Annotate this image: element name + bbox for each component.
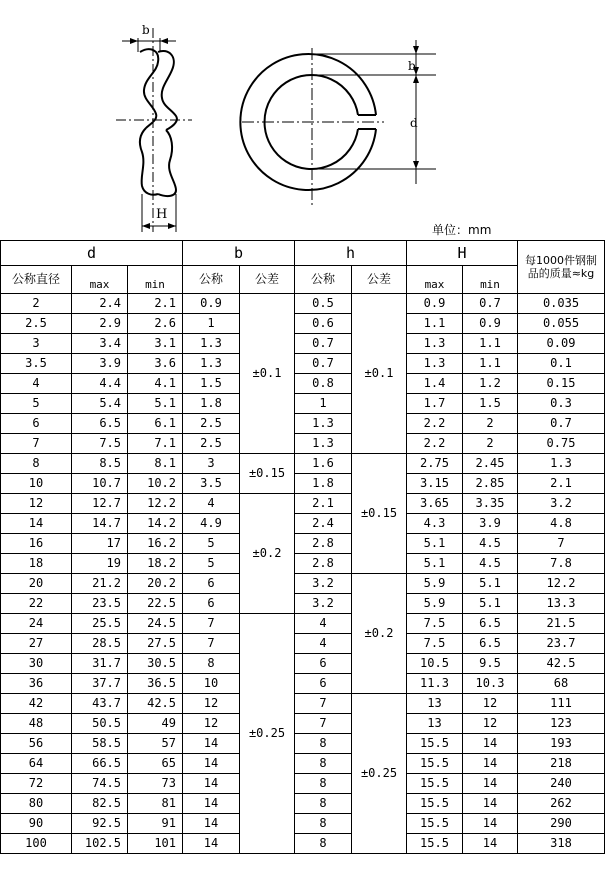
cell-d-nominal: 2 xyxy=(1,294,72,314)
washer-drawing xyxy=(0,0,608,240)
cell-H-min: 2.85 xyxy=(463,474,518,494)
table-row xyxy=(1,474,605,494)
cell-mass: 7.8 xyxy=(518,554,605,574)
cell-mass: 23.7 xyxy=(518,634,605,654)
spec-table xyxy=(0,240,605,854)
cell-d-max: 28.5 xyxy=(72,634,128,654)
cell-H-min: 14 xyxy=(463,794,518,814)
cell-mass: 0.7 xyxy=(518,414,605,434)
cell-mass: 13.3 xyxy=(518,594,605,614)
dim-d-side-label: d xyxy=(410,116,418,130)
cell-d-max: 58.5 xyxy=(72,734,128,754)
cell-H-min: 12 xyxy=(463,714,518,734)
cell-H-min: 1.2 xyxy=(463,374,518,394)
front-view xyxy=(240,40,436,208)
cell-d-nominal: 4 xyxy=(1,374,72,394)
cell-H-max: 4.3 xyxy=(407,514,463,534)
cell-d-max: 2.9 xyxy=(72,314,128,334)
cell-mass: 0.1 xyxy=(518,354,605,374)
table-row xyxy=(1,734,605,754)
cell-d-nominal: 10 xyxy=(1,474,72,494)
cell-d-nominal: 90 xyxy=(1,814,72,834)
cell-h-nominal: 0.5 xyxy=(295,294,352,314)
cell-h-nominal: 8 xyxy=(295,834,352,854)
header-mass: 每1000件钢制品的质量≈kg xyxy=(518,241,605,294)
table-row xyxy=(1,654,605,674)
cell-H-max: 1.4 xyxy=(407,374,463,394)
cell-mass: 0.055 xyxy=(518,314,605,334)
cell-d-max: 17 xyxy=(72,534,128,554)
cell-H-max: 2.2 xyxy=(407,434,463,454)
cell-H-min: 14 xyxy=(463,834,518,854)
table-row xyxy=(1,794,605,814)
cell-d-min: 101 xyxy=(128,834,183,854)
cell-d-max: 25.5 xyxy=(72,614,128,634)
cell-d-nominal: 16 xyxy=(1,534,72,554)
cell-h-nominal: 8 xyxy=(295,734,352,754)
cell-d-nominal: 8 xyxy=(1,454,72,474)
cell-d-min: 7.1 xyxy=(128,434,183,454)
cell-h-nominal: 1.8 xyxy=(295,474,352,494)
cell-H-max: 10.5 xyxy=(407,654,463,674)
table-row xyxy=(1,494,605,514)
cell-d-max: 31.7 xyxy=(72,654,128,674)
cell-H-min: 10.3 xyxy=(463,674,518,694)
header-d-max: max xyxy=(72,266,128,294)
table-row xyxy=(1,554,605,574)
cell-H-min: 14 xyxy=(463,774,518,794)
header-H-max: max xyxy=(407,266,463,294)
cell-b-nominal: 14 xyxy=(183,794,240,814)
cell-H-min: 1.1 xyxy=(463,354,518,374)
cell-H-max: 15.5 xyxy=(407,734,463,754)
table-row xyxy=(1,454,605,474)
cell-h-nominal: 8 xyxy=(295,814,352,834)
cell-d-min: 14.2 xyxy=(128,514,183,534)
cell-d-min: 6.1 xyxy=(128,414,183,434)
cell-b-nominal: 12 xyxy=(183,694,240,714)
cell-d-max: 4.4 xyxy=(72,374,128,394)
cell-d-nominal: 18 xyxy=(1,554,72,574)
header-h-nominal: 公称 xyxy=(295,266,352,294)
cell-b-nominal: 5 xyxy=(183,534,240,554)
cell-mass: 3.2 xyxy=(518,494,605,514)
table-row xyxy=(1,414,605,434)
table-row xyxy=(1,334,605,354)
table-row xyxy=(1,534,605,554)
cell-d-nominal: 42 xyxy=(1,694,72,714)
cell-mass: 0.15 xyxy=(518,374,605,394)
cell-h-tolerance: ±0.1 xyxy=(352,294,407,454)
cell-d-nominal: 6 xyxy=(1,414,72,434)
cell-b-nominal: 14 xyxy=(183,734,240,754)
cell-H-max: 1.7 xyxy=(407,394,463,414)
dim-b-arrow-top xyxy=(413,46,419,54)
cell-d-max: 14.7 xyxy=(72,514,128,534)
cell-b-nominal: 4.9 xyxy=(183,514,240,534)
cell-H-min: 6.5 xyxy=(463,634,518,654)
cell-d-min: 27.5 xyxy=(128,634,183,654)
cell-H-min: 9.5 xyxy=(463,654,518,674)
dim-b-arrow-left xyxy=(130,38,138,44)
cell-b-nominal: 5 xyxy=(183,554,240,574)
cell-mass: 0.035 xyxy=(518,294,605,314)
cell-h-nominal: 0.8 xyxy=(295,374,352,394)
cell-H-min: 6.5 xyxy=(463,614,518,634)
cell-H-min: 2 xyxy=(463,434,518,454)
dim-H-arrow-left xyxy=(142,223,150,229)
cell-H-min: 1.1 xyxy=(463,334,518,354)
cell-H-max: 5.9 xyxy=(407,594,463,614)
cell-H-max: 7.5 xyxy=(407,634,463,654)
cell-h-tolerance: ±0.15 xyxy=(352,454,407,574)
dim-H-arrow-right xyxy=(168,223,176,229)
cell-H-max: 0.9 xyxy=(407,294,463,314)
header-d: d xyxy=(1,241,183,266)
side-view-outline-lower-right xyxy=(158,130,176,196)
cell-h-nominal: 0.7 xyxy=(295,354,352,374)
cell-b-nominal: 14 xyxy=(183,774,240,794)
table-row xyxy=(1,714,605,734)
cell-mass: 111 xyxy=(518,694,605,714)
cell-d-max: 43.7 xyxy=(72,694,128,714)
cell-d-max: 7.5 xyxy=(72,434,128,454)
cell-d-max: 19 xyxy=(72,554,128,574)
cell-d-nominal: 100 xyxy=(1,834,72,854)
cell-d-max: 50.5 xyxy=(72,714,128,734)
cell-h-nominal: 0.7 xyxy=(295,334,352,354)
cell-d-min: 30.5 xyxy=(128,654,183,674)
cell-d-min: 42.5 xyxy=(128,694,183,714)
header-row-groups xyxy=(1,241,605,266)
cell-mass: 12.2 xyxy=(518,574,605,594)
cell-d-min: 49 xyxy=(128,714,183,734)
cell-d-max: 6.5 xyxy=(72,414,128,434)
cell-H-max: 15.5 xyxy=(407,814,463,834)
cell-mass: 4.8 xyxy=(518,514,605,534)
cell-d-max: 66.5 xyxy=(72,754,128,774)
table-row xyxy=(1,294,605,314)
cell-H-max: 5.9 xyxy=(407,574,463,594)
header-d-min: min xyxy=(128,266,183,294)
cell-b-nominal: 3 xyxy=(183,454,240,474)
cell-mass: 0.09 xyxy=(518,334,605,354)
cell-b-tolerance: ±0.15 xyxy=(240,454,295,494)
cell-h-nominal: 1 xyxy=(295,394,352,414)
header-h: h xyxy=(295,241,407,266)
cell-d-nominal: 20 xyxy=(1,574,72,594)
cell-h-nominal: 4 xyxy=(295,634,352,654)
cell-H-max: 1.3 xyxy=(407,354,463,374)
cell-d-nominal: 80 xyxy=(1,794,72,814)
cell-h-nominal: 7 xyxy=(295,714,352,734)
cell-h-nominal: 0.6 xyxy=(295,314,352,334)
dim-b-arrow-right xyxy=(160,38,168,44)
unit-label: 单位：mm xyxy=(432,223,492,237)
cell-h-tolerance: ±0.2 xyxy=(352,574,407,694)
cell-H-max: 15.5 xyxy=(407,834,463,854)
cell-d-min: 24.5 xyxy=(128,614,183,634)
cell-b-nominal: 3.5 xyxy=(183,474,240,494)
cell-H-max: 5.1 xyxy=(407,554,463,574)
table-row xyxy=(1,814,605,834)
cell-d-min: 18.2 xyxy=(128,554,183,574)
cell-mass: 1.3 xyxy=(518,454,605,474)
dim-b-arrow-bottom xyxy=(413,75,419,83)
cell-d-max: 3.9 xyxy=(72,354,128,374)
cell-H-min: 5.1 xyxy=(463,594,518,614)
cell-b-tolerance: ±0.25 xyxy=(240,614,295,854)
cell-H-max: 5.1 xyxy=(407,534,463,554)
cell-H-max: 11.3 xyxy=(407,674,463,694)
cell-d-max: 102.5 xyxy=(72,834,128,854)
cell-h-nominal: 3.2 xyxy=(295,574,352,594)
cell-h-nominal: 8 xyxy=(295,794,352,814)
cell-d-min: 3.6 xyxy=(128,354,183,374)
cell-H-min: 14 xyxy=(463,814,518,834)
cell-d-max: 8.5 xyxy=(72,454,128,474)
dim-H-label: H xyxy=(156,207,168,222)
table-row xyxy=(1,614,605,634)
cell-d-max: 74.5 xyxy=(72,774,128,794)
cell-b-nominal: 2.5 xyxy=(183,414,240,434)
cell-mass: 2.1 xyxy=(518,474,605,494)
cell-h-tolerance: ±0.25 xyxy=(352,694,407,854)
cell-d-min: 20.2 xyxy=(128,574,183,594)
cell-b-nominal: 0.9 xyxy=(183,294,240,314)
cell-d-min: 65 xyxy=(128,754,183,774)
cell-b-nominal: 7 xyxy=(183,634,240,654)
cell-h-nominal: 7 xyxy=(295,694,352,714)
cell-d-nominal: 2.5 xyxy=(1,314,72,334)
cell-d-min: 73 xyxy=(128,774,183,794)
cell-b-nominal: 14 xyxy=(183,834,240,854)
cell-mass: 240 xyxy=(518,774,605,794)
cell-H-max: 1.1 xyxy=(407,314,463,334)
cell-d-max: 3.4 xyxy=(72,334,128,354)
table-row xyxy=(1,634,605,654)
cell-d-max: 10.7 xyxy=(72,474,128,494)
table-row xyxy=(1,514,605,534)
cell-H-max: 3.15 xyxy=(407,474,463,494)
dim-b-top-label: b xyxy=(142,23,150,37)
cell-d-min: 3.1 xyxy=(128,334,183,354)
cell-h-nominal: 8 xyxy=(295,754,352,774)
cell-h-nominal: 2.1 xyxy=(295,494,352,514)
cell-d-max: 2.4 xyxy=(72,294,128,314)
cell-d-max: 23.5 xyxy=(72,594,128,614)
cell-H-min: 14 xyxy=(463,734,518,754)
cell-d-min: 2.1 xyxy=(128,294,183,314)
cell-h-nominal: 2.8 xyxy=(295,534,352,554)
cell-H-max: 2.75 xyxy=(407,454,463,474)
header-h-tolerance: 公差 xyxy=(352,266,407,294)
cell-mass: 290 xyxy=(518,814,605,834)
cell-d-min: 4.1 xyxy=(128,374,183,394)
table-row xyxy=(1,314,605,334)
cell-b-nominal: 1 xyxy=(183,314,240,334)
header-row-sub xyxy=(1,266,605,294)
cell-b-tolerance: ±0.2 xyxy=(240,494,295,614)
cell-d-min: 12.2 xyxy=(128,494,183,514)
cell-mass: 218 xyxy=(518,754,605,774)
cell-b-nominal: 1.3 xyxy=(183,354,240,374)
cell-mass: 68 xyxy=(518,674,605,694)
cell-d-min: 10.2 xyxy=(128,474,183,494)
cell-h-nominal: 1.3 xyxy=(295,414,352,434)
cell-b-nominal: 10 xyxy=(183,674,240,694)
cell-d-max: 82.5 xyxy=(72,794,128,814)
cell-b-nominal: 2.5 xyxy=(183,434,240,454)
header-H-min: min xyxy=(463,266,518,294)
cell-d-min: 5.1 xyxy=(128,394,183,414)
cell-d-nominal: 3 xyxy=(1,334,72,354)
cell-b-nominal: 6 xyxy=(183,594,240,614)
cell-d-nominal: 56 xyxy=(1,734,72,754)
header-b-nominal: 公称 xyxy=(183,266,240,294)
cell-d-nominal: 12 xyxy=(1,494,72,514)
cell-b-nominal: 14 xyxy=(183,754,240,774)
cell-h-nominal: 6 xyxy=(295,654,352,674)
cell-d-min: 2.6 xyxy=(128,314,183,334)
cell-mass: 123 xyxy=(518,714,605,734)
cell-mass: 7 xyxy=(518,534,605,554)
cell-H-max: 7.5 xyxy=(407,614,463,634)
table-row xyxy=(1,754,605,774)
cell-h-nominal: 3.2 xyxy=(295,594,352,614)
cell-d-min: 36.5 xyxy=(128,674,183,694)
header-b-tolerance: 公差 xyxy=(240,266,295,294)
cell-d-nominal: 22 xyxy=(1,594,72,614)
cell-b-nominal: 8 xyxy=(183,654,240,674)
dim-b-side-label: b xyxy=(408,59,416,73)
cell-H-max: 15.5 xyxy=(407,794,463,814)
cell-d-min: 8.1 xyxy=(128,454,183,474)
cell-d-nominal: 48 xyxy=(1,714,72,734)
cell-H-max: 2.2 xyxy=(407,414,463,434)
cell-d-max: 92.5 xyxy=(72,814,128,834)
table-row xyxy=(1,574,605,594)
cell-b-nominal: 1.8 xyxy=(183,394,240,414)
cell-H-min: 0.9 xyxy=(463,314,518,334)
cell-d-nominal: 14 xyxy=(1,514,72,534)
cell-d-nominal: 27 xyxy=(1,634,72,654)
cell-b-nominal: 14 xyxy=(183,814,240,834)
cell-mass: 318 xyxy=(518,834,605,854)
side-view-outline-lower-left xyxy=(140,128,158,195)
cell-d-nominal: 24 xyxy=(1,614,72,634)
cell-h-nominal: 1.3 xyxy=(295,434,352,454)
cell-b-tolerance: ±0.1 xyxy=(240,294,295,454)
cell-mass: 42.5 xyxy=(518,654,605,674)
table-row xyxy=(1,354,605,374)
cell-d-nominal: 72 xyxy=(1,774,72,794)
table-row xyxy=(1,774,605,794)
header-b: b xyxy=(183,241,295,266)
cell-H-min: 14 xyxy=(463,754,518,774)
cell-H-max: 15.5 xyxy=(407,774,463,794)
table-row xyxy=(1,374,605,394)
cell-d-min: 22.5 xyxy=(128,594,183,614)
cell-h-nominal: 6 xyxy=(295,674,352,694)
cell-mass: 262 xyxy=(518,794,605,814)
cell-d-nominal: 36 xyxy=(1,674,72,694)
cell-H-max: 13 xyxy=(407,714,463,734)
cell-H-max: 13 xyxy=(407,694,463,714)
cell-b-nominal: 1.5 xyxy=(183,374,240,394)
cell-d-max: 37.7 xyxy=(72,674,128,694)
cell-mass: 21.5 xyxy=(518,614,605,634)
cell-d-nominal: 3.5 xyxy=(1,354,72,374)
cell-H-min: 3.35 xyxy=(463,494,518,514)
cell-H-min: 5.1 xyxy=(463,574,518,594)
cell-H-max: 15.5 xyxy=(407,754,463,774)
side-view-outline-left xyxy=(140,49,158,128)
cell-H-min: 4.5 xyxy=(463,554,518,574)
cell-d-min: 16.2 xyxy=(128,534,183,554)
cell-d-max: 21.2 xyxy=(72,574,128,594)
cell-mass: 0.3 xyxy=(518,394,605,414)
cell-d-min: 91 xyxy=(128,814,183,834)
cell-h-nominal: 2.8 xyxy=(295,554,352,574)
dim-d-arrow-bottom xyxy=(413,161,419,169)
cell-b-nominal: 6 xyxy=(183,574,240,594)
cell-mass: 193 xyxy=(518,734,605,754)
cell-h-nominal: 1.6 xyxy=(295,454,352,474)
cell-mass: 0.75 xyxy=(518,434,605,454)
cell-H-max: 3.65 xyxy=(407,494,463,514)
cell-d-min: 81 xyxy=(128,794,183,814)
spec-table-body xyxy=(1,241,605,854)
cell-h-nominal: 2.4 xyxy=(295,514,352,534)
side-view-outline-right xyxy=(158,51,177,130)
cell-d-max: 12.7 xyxy=(72,494,128,514)
cell-h-nominal: 8 xyxy=(295,774,352,794)
cell-b-nominal: 7 xyxy=(183,614,240,634)
cell-H-max: 1.3 xyxy=(407,334,463,354)
cell-b-nominal: 1.3 xyxy=(183,334,240,354)
table-row xyxy=(1,834,605,854)
cell-d-min: 57 xyxy=(128,734,183,754)
washer-drawing-svg xyxy=(0,0,608,240)
cell-H-min: 12 xyxy=(463,694,518,714)
header-d-nominal: 公称直径 xyxy=(1,266,72,294)
cell-d-nominal: 30 xyxy=(1,654,72,674)
table-row xyxy=(1,434,605,454)
cell-b-nominal: 4 xyxy=(183,494,240,514)
cell-H-min: 2 xyxy=(463,414,518,434)
cell-d-nominal: 5 xyxy=(1,394,72,414)
cell-H-min: 2.45 xyxy=(463,454,518,474)
table-row xyxy=(1,694,605,714)
cell-d-nominal: 7 xyxy=(1,434,72,454)
cell-d-max: 5.4 xyxy=(72,394,128,414)
header-H: H xyxy=(407,241,518,266)
table-row xyxy=(1,674,605,694)
table-row xyxy=(1,394,605,414)
table-row xyxy=(1,594,605,614)
cell-h-nominal: 4 xyxy=(295,614,352,634)
cell-d-nominal: 64 xyxy=(1,754,72,774)
cell-H-min: 3.9 xyxy=(463,514,518,534)
cell-H-min: 4.5 xyxy=(463,534,518,554)
cell-H-min: 1.5 xyxy=(463,394,518,414)
side-view xyxy=(116,28,192,232)
cell-b-nominal: 12 xyxy=(183,714,240,734)
cell-H-min: 0.7 xyxy=(463,294,518,314)
